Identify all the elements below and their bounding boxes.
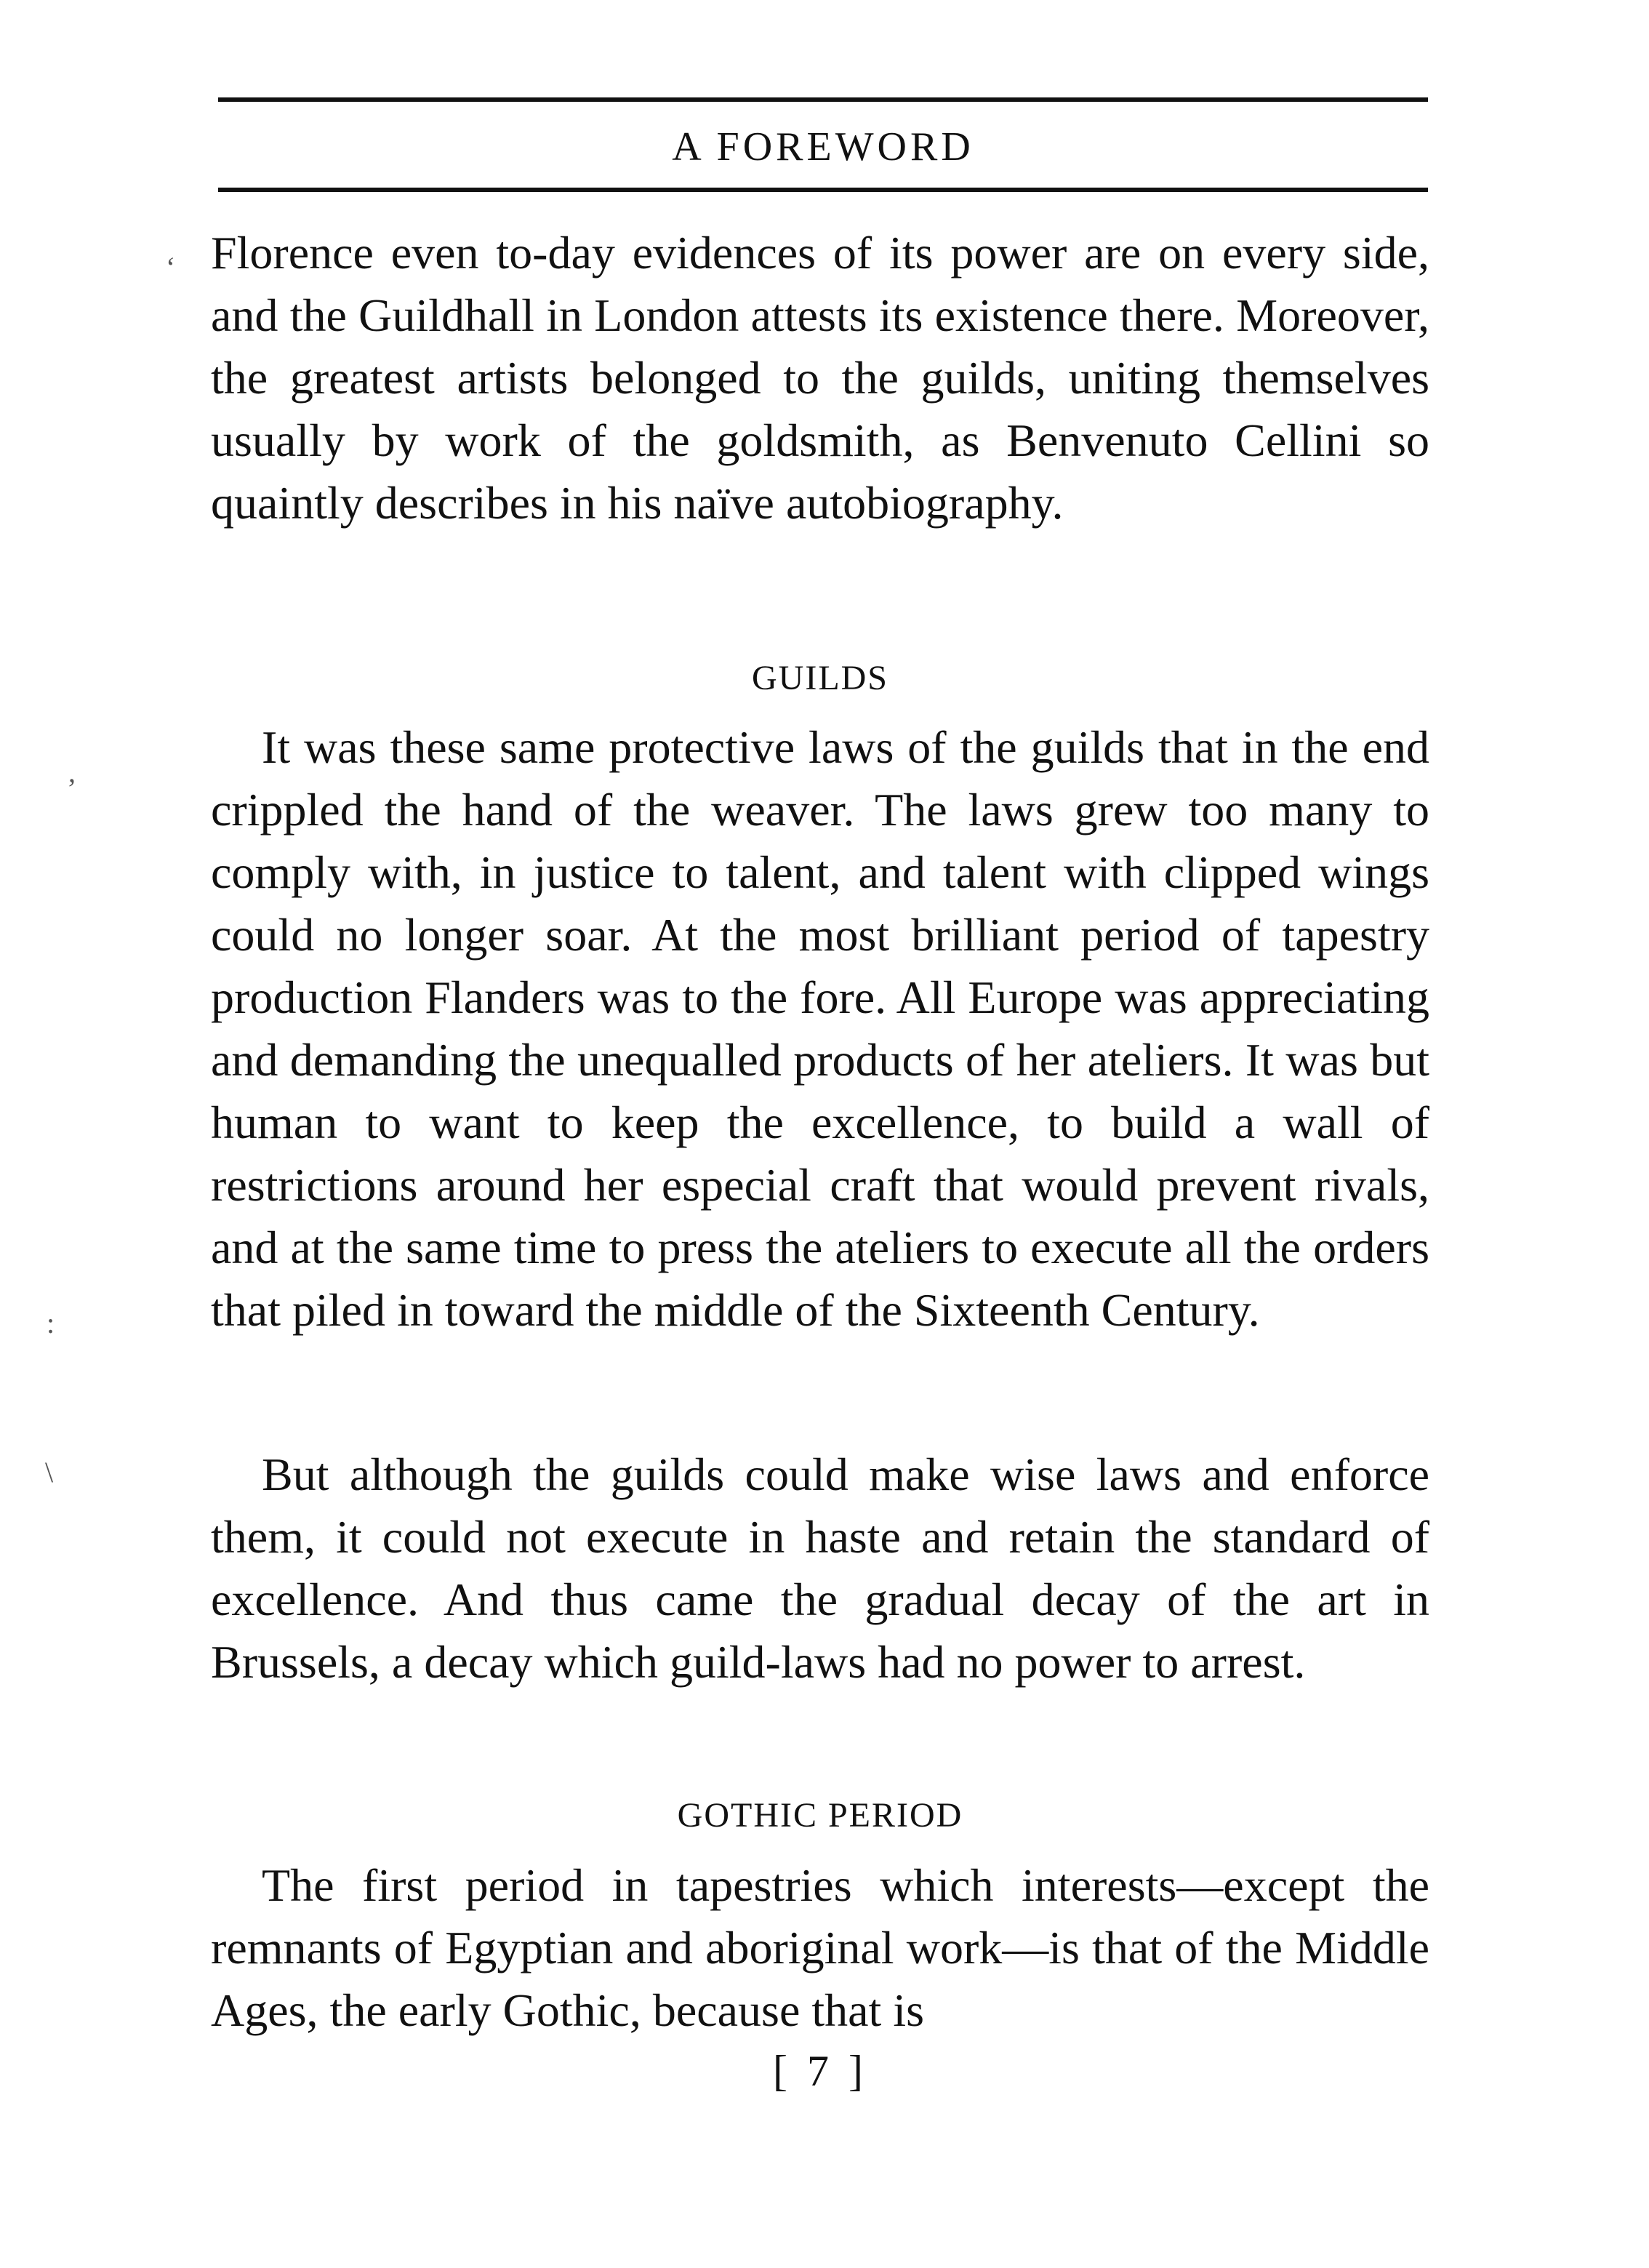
paragraph-decay: But although the guilds could make wise laws and enforce them, it could not execute in haste and retain the standard of excellence. And thus came the gradual decay of the art in Brussels, a decay which guild-laws had no power to arrest. — [211, 1448, 1429, 1688]
page-number: [ 7 ] — [773, 2047, 867, 2095]
margin-speck-mark: ‘ — [166, 251, 176, 284]
running-head-title: A FOREWORD — [672, 124, 974, 169]
margin-speck-mark: ’ — [67, 772, 77, 805]
margin-speck-mark: \ — [45, 1456, 54, 1488]
paragraph-gothic: The first period in tapestries which interests—except the remnants of Egyptian and aboriginal work—is that of the Middle Ages, the early Gothic, because that is — [211, 1859, 1429, 2036]
paragraph-guild-laws: It was these same protective laws of the guilds that in the end crippled the hand of the weaver. The laws grew too many to comply with, in justice to talent, and talent with clipped wings could no longer soar. At the most brilliant period of tapestry production Flanders was to the fore. All Europe was appreciating and demanding the unequalled products of her ateliers. It was but human to want to keep the excellence, to build a wall of restrictions around her especial craft that would prevent rivals, and at the same time to press the ateliers to execute all the orders that piled in toward the middle of the Sixteenth Century. — [211, 721, 1429, 1336]
section-heading-gothic-period: GOTHIC PERIOD — [677, 1796, 963, 1835]
margin-speck-mark: : — [47, 1307, 55, 1339]
section-heading-guilds: GUILDS — [752, 659, 888, 697]
paragraph-florence: Florence even to-day evidences of its power are on every side, and the Guildhall in London attests its existence there. Moreover, the greatest artists belonged to the guilds, uniting themselves usually by work of the goldsmith, as Benvenuto Cellini so quaintly describes in his naïve autobiography. — [211, 227, 1429, 529]
header-bottom-rule — [218, 188, 1428, 192]
header-top-rule — [218, 97, 1428, 102]
